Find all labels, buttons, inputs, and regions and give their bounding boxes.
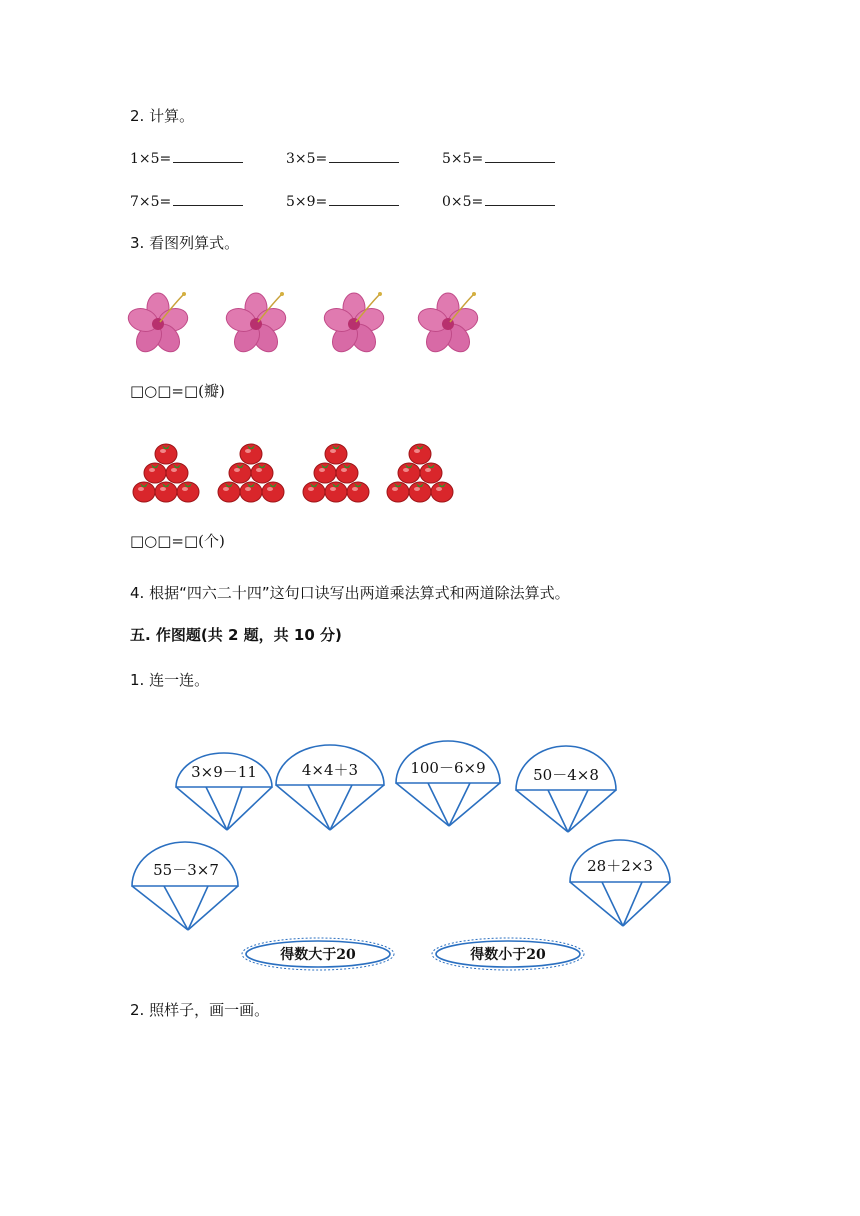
answer-blank[interactable] bbox=[485, 193, 555, 206]
calc-item: 5×9= bbox=[286, 193, 399, 211]
tomato-group bbox=[218, 444, 284, 502]
q4-title: 4. 根据“四六二十四”这句口诀写出两道乘法算式和两道除法算式。 bbox=[130, 584, 570, 602]
calc-item: 5×5= bbox=[442, 150, 555, 168]
section5-title: 五. 作图题(共 2 题，共 10 分) bbox=[130, 626, 342, 644]
tomato-group bbox=[303, 444, 369, 502]
parachute-expression: 55－3×7 bbox=[153, 861, 219, 879]
calc-item: 3×5= bbox=[286, 150, 399, 168]
flower-icon bbox=[321, 292, 386, 357]
q3-title: 3. 看图列算式。 bbox=[130, 234, 240, 252]
flower-icon bbox=[223, 292, 288, 357]
parachute[interactable] bbox=[570, 840, 670, 926]
parachute-matching-diagram bbox=[128, 730, 688, 975]
calc-item: 1×5= bbox=[130, 150, 243, 168]
parachute[interactable] bbox=[516, 746, 616, 832]
flowers-answer-template[interactable]: □○□=□(瓣) bbox=[130, 382, 225, 400]
parachute[interactable] bbox=[276, 745, 384, 830]
q2-title: 2. 计算。 bbox=[130, 107, 195, 125]
tomato-group bbox=[387, 444, 453, 502]
q5-2-title: 2. 照样子，画一画。 bbox=[130, 1001, 270, 1019]
q5-1-title: 1. 连一连。 bbox=[130, 671, 210, 689]
parachute-expression: 3×9－11 bbox=[191, 763, 257, 781]
flowers-picture bbox=[125, 288, 495, 358]
parachute-expression: 28＋2×3 bbox=[587, 857, 653, 875]
calc-item: 0×5= bbox=[442, 193, 555, 211]
target-label: 得数小于20 bbox=[470, 947, 546, 963]
parachute[interactable] bbox=[132, 842, 238, 930]
flower-icon bbox=[415, 292, 480, 357]
answer-blank[interactable] bbox=[329, 193, 399, 206]
tomatoes-answer-template[interactable]: □○□=□(个) bbox=[130, 532, 225, 550]
parachute-expression: 100－6×9 bbox=[410, 759, 486, 777]
answer-blank[interactable] bbox=[329, 150, 399, 163]
parachute-expression: 4×4＋3 bbox=[301, 761, 359, 779]
tomato-group bbox=[133, 444, 199, 502]
target-label: 得数大于20 bbox=[280, 947, 356, 963]
answer-blank[interactable] bbox=[173, 150, 243, 163]
parachute-expression: 50－4×8 bbox=[533, 766, 599, 784]
answer-blank[interactable] bbox=[173, 193, 243, 206]
calc-item: 7×5= bbox=[130, 193, 243, 211]
tomatoes-picture bbox=[128, 440, 468, 508]
answer-blank[interactable] bbox=[485, 150, 555, 163]
parachute[interactable] bbox=[396, 741, 500, 826]
flower-icon bbox=[125, 292, 190, 357]
